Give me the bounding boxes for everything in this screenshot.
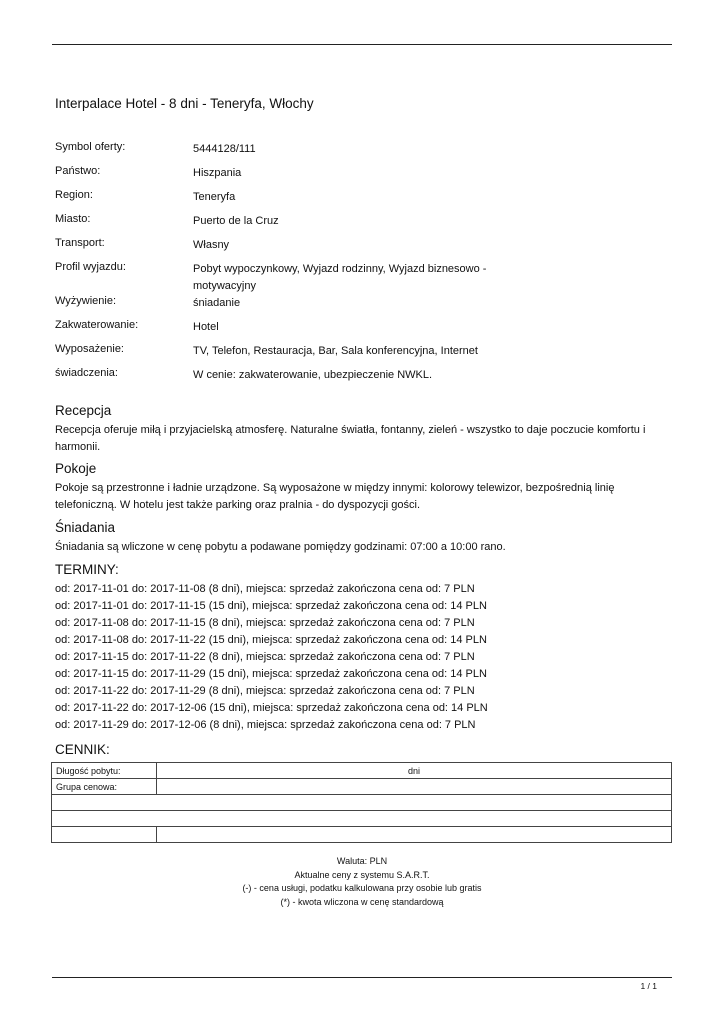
section-heading: CENNIK: bbox=[55, 742, 110, 757]
detail-value: TV, Telefon, Restauracja, Bar, Sala konferencyjna, Internet bbox=[193, 345, 478, 357]
detail-label: świadczenia: bbox=[55, 367, 118, 379]
detail-label: Wyżywienie: bbox=[55, 295, 117, 307]
empty-cell bbox=[52, 811, 672, 827]
table-row bbox=[52, 779, 672, 795]
section-heading: TERMINY: bbox=[55, 562, 119, 577]
section-heading: Recepcja bbox=[55, 403, 112, 418]
section-text: Recepcja oferuje miłą i przyjacielską atmosferę. Naturalne światła, fontanny, zieleń - wszystko to daje poczucie komfortu i harmonii. bbox=[55, 424, 646, 453]
detail-value: Własny bbox=[193, 239, 230, 251]
term-item: od: 2017-11-08 do: 2017-11-22 (15 dni), miejsca: sprzedaż zakończona cena od: 14 PLN bbox=[55, 634, 487, 646]
term-item: od: 2017-11-15 do: 2017-11-29 (15 dni), miejsca: sprzedaż zakończona cena od: 14 PLN bbox=[55, 668, 487, 680]
term-item: od: 2017-11-29 do: 2017-12-06 (8 dni), miejsca: sprzedaż zakończona cena od: 7 PLN bbox=[55, 719, 476, 731]
detail-value: Hiszpania bbox=[193, 167, 242, 179]
term-item: od: 2017-11-01 do: 2017-11-15 (15 dni), miejsca: sprzedaż zakończona cena od: 14 PLN bbox=[55, 600, 487, 612]
terms-list bbox=[55, 581, 665, 734]
offer-details bbox=[55, 141, 655, 391]
detail-row-city bbox=[55, 213, 655, 237]
pricing-table bbox=[51, 762, 672, 843]
detail-value: Pobyt wypoczynkowy, Wyjazd rodzinny, Wyjazd biznesowo - motywacyjny bbox=[193, 263, 487, 292]
empty-cell bbox=[52, 827, 157, 843]
header-rule bbox=[52, 44, 672, 45]
table-row bbox=[52, 827, 672, 843]
section-reception bbox=[55, 402, 665, 456]
offer-title: Interpalace Hotel - 8 dni - Teneryfa, Włochy bbox=[55, 96, 314, 111]
table-row bbox=[52, 795, 672, 811]
section-terms bbox=[55, 561, 665, 734]
detail-row-services bbox=[55, 367, 655, 391]
detail-value: 5444128/111 bbox=[193, 143, 256, 155]
detail-label: Zakwaterowanie: bbox=[55, 319, 139, 331]
detail-row-country bbox=[55, 165, 655, 189]
group-label-cell: Grupa cenowa: bbox=[52, 779, 157, 795]
empty-cell bbox=[52, 795, 672, 811]
detail-label: Profil wyjazdu: bbox=[55, 261, 126, 273]
empty-cell bbox=[157, 827, 672, 843]
source-note: Aktualne ceny z systemu S.A.R.T. bbox=[294, 869, 430, 880]
detail-value: Hotel bbox=[193, 321, 219, 333]
detail-value: Teneryfa bbox=[193, 191, 236, 203]
detail-row-trip-profile bbox=[55, 261, 655, 295]
section-heading: Pokoje bbox=[55, 461, 97, 476]
term-item: od: 2017-11-22 do: 2017-12-06 (15 dni), miejsca: sprzedaż zakończona cena od: 14 PLN bbox=[55, 702, 488, 714]
term-item: od: 2017-11-22 do: 2017-11-29 (8 dni), miejsca: sprzedaż zakończona cena od: 7 PLN bbox=[55, 685, 475, 697]
section-pricing bbox=[55, 741, 665, 759]
price-note-2: (*) - kwota wliczona w cenę standardową bbox=[280, 896, 444, 907]
detail-label: Wyposażenie: bbox=[55, 343, 124, 355]
detail-label: Symbol oferty: bbox=[55, 141, 126, 153]
detail-row-region bbox=[55, 189, 655, 213]
detail-row-symbol bbox=[55, 141, 655, 165]
table-row bbox=[52, 811, 672, 827]
length-label-cell: Długość pobytu: bbox=[52, 763, 157, 779]
detail-value: Puerto de la Cruz bbox=[193, 215, 279, 227]
table-row bbox=[52, 763, 672, 779]
detail-row-accommodation bbox=[55, 319, 655, 343]
currency-note: Waluta: PLN bbox=[336, 856, 388, 866]
section-heading: Śniadania bbox=[55, 520, 116, 535]
group-value-cell bbox=[157, 779, 672, 795]
detail-label: Region: bbox=[55, 189, 93, 201]
section-breakfast bbox=[55, 519, 665, 556]
term-item: od: 2017-11-01 do: 2017-11-08 (8 dni), miejsca: sprzedaż zakończona cena od: 7 PLN bbox=[55, 583, 475, 595]
footer-rule bbox=[52, 977, 672, 978]
detail-row-amenities bbox=[55, 343, 655, 367]
length-unit-cell: dni bbox=[157, 763, 672, 779]
detail-row-transport bbox=[55, 237, 655, 261]
page-number: 1 / 1 bbox=[640, 981, 657, 991]
detail-label: Miasto: bbox=[55, 213, 91, 225]
detail-label: Transport: bbox=[55, 237, 105, 249]
detail-value: śniadanie bbox=[193, 297, 241, 309]
term-item: od: 2017-11-08 do: 2017-11-15 (8 dni), miejsca: sprzedaż zakończona cena od: 7 PLN bbox=[55, 617, 475, 629]
term-item: od: 2017-11-15 do: 2017-11-22 (8 dni), miejsca: sprzedaż zakończona cena od: 7 PLN bbox=[55, 651, 475, 663]
detail-value: W cenie: zakwaterowanie, ubezpieczenie NWKL. bbox=[193, 369, 433, 381]
price-note-1: (-) - cena usługi, podatku kalkulowana przy osobie lub gratis bbox=[242, 883, 482, 893]
section-text: Pokoje są przestronne i ładnie urządzone. Są wyposażone w między innymi: kolorowy telewizor, bezpośrednią linię telefoniczną. W hotelu jest także parking oraz pralnia - do dyspozycji gości. bbox=[55, 482, 615, 511]
detail-row-board bbox=[55, 295, 655, 319]
section-text: Śniadania są wliczone w cenę pobytu a podawane pomiędzy godzinami: 07:00 a 10:00 rano. bbox=[55, 541, 506, 553]
detail-label: Państwo: bbox=[55, 165, 101, 177]
section-rooms bbox=[55, 460, 665, 514]
footer-notes bbox=[52, 855, 672, 909]
